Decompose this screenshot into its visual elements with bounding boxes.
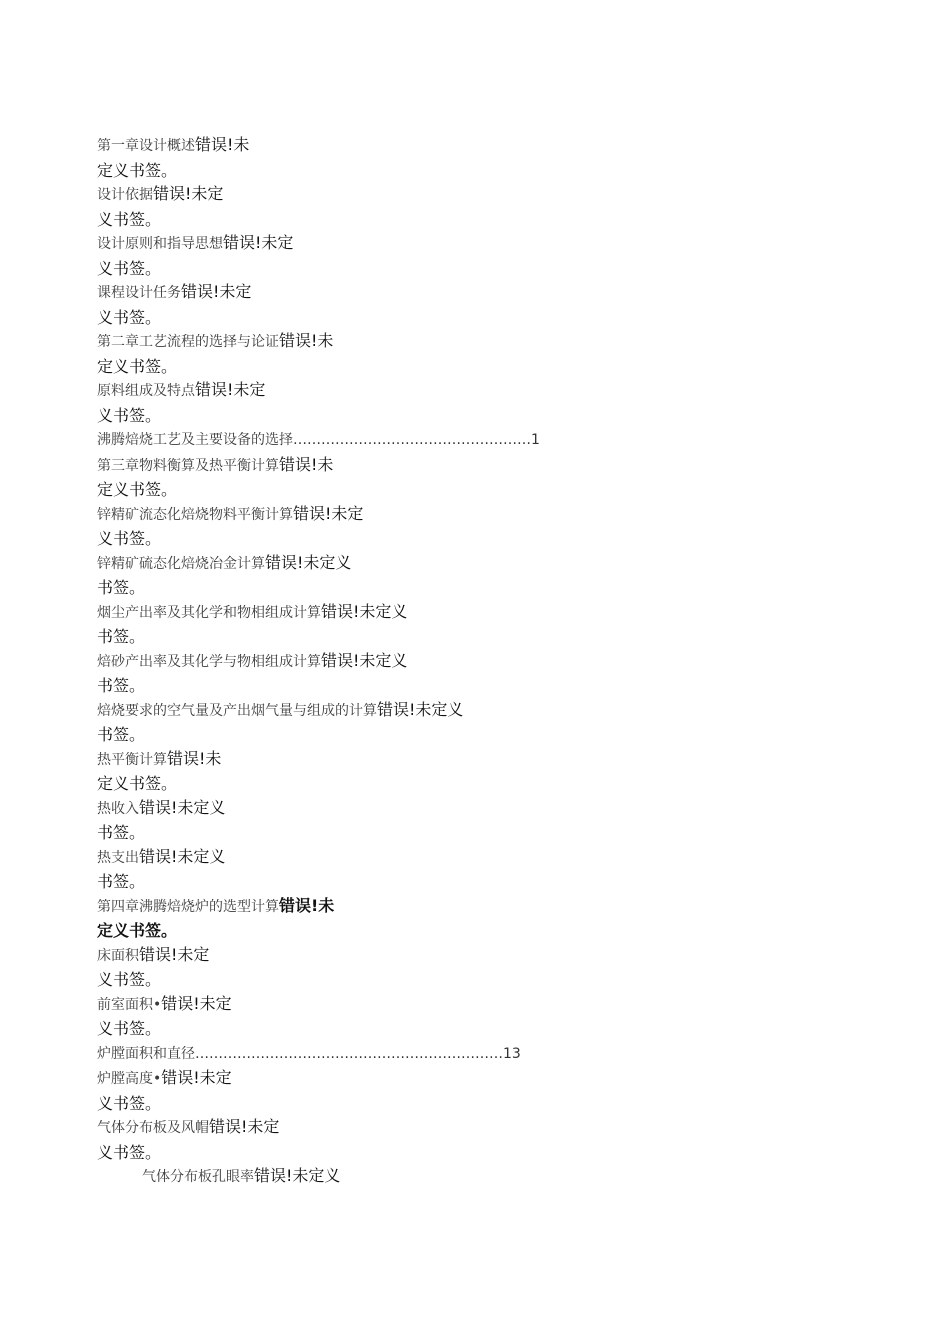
toc-entry-line bbox=[97, 1041, 637, 1067]
toc-bookmark-error-continued: 义书签。 bbox=[97, 1019, 162, 1038]
toc-entry-line bbox=[97, 943, 637, 969]
toc-entry-title: 原料组成及特点 bbox=[97, 383, 195, 399]
toc-entry-title: 热平衡计算 bbox=[97, 751, 167, 768]
toc-bookmark-error-continued: 义书签。 bbox=[97, 405, 162, 425]
toc-entry[interactable] bbox=[97, 427, 637, 453]
toc-entry[interactable] bbox=[97, 894, 637, 943]
toc-entry-title: 锌精矿流态化焙烧物料平衡计算 bbox=[97, 506, 293, 523]
toc-bookmark-error: 错误!未 bbox=[195, 135, 250, 154]
toc-entry[interactable] bbox=[97, 1115, 637, 1164]
toc-entry-title: 沸腾焙烧工艺及主要设备的选择 bbox=[97, 432, 293, 448]
toc-dot-leader: …………………………………………… bbox=[293, 432, 531, 448]
toc-bookmark-error: 错误!未定义 bbox=[321, 601, 408, 621]
toc-entry[interactable] bbox=[97, 649, 637, 698]
toc-bookmark-error: 错误!未定义 bbox=[254, 1166, 341, 1185]
toc-entry-line bbox=[97, 894, 637, 920]
toc-entry-line bbox=[97, 378, 637, 404]
toc-entry-title: 锌精矿硫态化焙烧冶金计算 bbox=[97, 555, 265, 572]
toc-entry[interactable] bbox=[97, 943, 637, 992]
toc-bookmark-error-continued: 定义书签。 bbox=[97, 356, 178, 376]
toc-entry-line bbox=[97, 280, 637, 306]
toc-bookmark-error: 错误!未定义 bbox=[139, 846, 226, 866]
toc-entry[interactable] bbox=[97, 133, 637, 182]
toc-bookmark-error-continued: 书签。 bbox=[97, 872, 146, 891]
toc-bookmark-error-continued: 定义书签。 bbox=[97, 480, 178, 499]
toc-entry-title: 炉膛面积和直径 bbox=[97, 1045, 195, 1062]
toc-bookmark-error: 错误!未定 bbox=[293, 503, 364, 523]
toc-bookmark-error-continued: 书签。 bbox=[97, 627, 146, 646]
toc-entry-line bbox=[97, 329, 637, 355]
toc-bookmark-error-continued: 义书签。 bbox=[97, 307, 162, 327]
toc-entry[interactable] bbox=[97, 992, 637, 1041]
toc-bookmark-error: 错误!未定 bbox=[153, 184, 224, 203]
toc-entry-title: 前室面积• bbox=[97, 996, 162, 1013]
toc-entry-line bbox=[97, 133, 637, 159]
toc-entry-line bbox=[97, 427, 637, 453]
toc-entry[interactable] bbox=[97, 453, 637, 502]
toc-entry-line bbox=[97, 231, 637, 257]
toc-dot-leader: ………………………………………………………… bbox=[195, 1045, 503, 1062]
toc-entry-line bbox=[97, 649, 637, 675]
toc-bookmark-error-continued: 义书签。 bbox=[97, 209, 162, 229]
toc-entry[interactable] bbox=[97, 329, 637, 378]
toc-entry-line bbox=[97, 796, 637, 822]
toc-bookmark-error: 错误!未定 bbox=[195, 380, 266, 399]
toc-entry[interactable] bbox=[97, 796, 637, 845]
toc-entry-title: 焙砂产出率及其化学与物相组成计算 bbox=[97, 653, 321, 670]
toc-entry-title: 第三章物料衡算及热平衡计算 bbox=[97, 457, 279, 474]
toc-entry-line bbox=[97, 502, 637, 528]
toc-entry[interactable] bbox=[97, 845, 637, 894]
toc-entry[interactable] bbox=[97, 747, 637, 796]
toc-entry[interactable] bbox=[97, 231, 637, 280]
toc-entry-title: 烟尘产出率及其化学和物相组成计算 bbox=[97, 604, 321, 621]
toc-entry[interactable] bbox=[97, 1164, 637, 1190]
toc-bookmark-error-continued: 书签。 bbox=[97, 823, 146, 842]
toc-entry-title: 热支出 bbox=[97, 849, 139, 866]
toc-entry-title: 气体分布板孔眼率 bbox=[142, 1169, 254, 1185]
toc-bookmark-error: 错误!未定 bbox=[161, 1068, 232, 1087]
toc-entry-title: 焙烧要求的空气量及产出烟气量与组成的计算 bbox=[97, 702, 377, 719]
toc-bookmark-error-continued: 书签。 bbox=[97, 676, 146, 695]
toc-bookmark-error: 错误!未定 bbox=[161, 993, 232, 1013]
toc-entry[interactable] bbox=[97, 1041, 637, 1067]
toc-bookmark-error-continued: 义书签。 bbox=[97, 258, 162, 278]
toc-entry-line bbox=[97, 992, 637, 1018]
toc-entry-title: 设计原则和指导思想 bbox=[97, 236, 223, 252]
toc-bookmark-error-continued: 义书签。 bbox=[97, 970, 162, 989]
toc-entry[interactable] bbox=[97, 600, 637, 649]
toc-entry-title: 气体分布板及风帽 bbox=[97, 1120, 209, 1136]
toc-entry-line bbox=[97, 600, 637, 626]
toc-bookmark-error: 错误!未定 bbox=[139, 944, 210, 964]
toc-bookmark-error-continued: 义书签。 bbox=[97, 1142, 162, 1162]
toc-entry-line bbox=[97, 453, 637, 479]
toc-entry-title: 设计依据 bbox=[97, 187, 153, 203]
toc-entry[interactable] bbox=[97, 182, 637, 231]
toc-entry-title: 床面积 bbox=[97, 947, 139, 964]
toc-entry-line bbox=[97, 1066, 637, 1092]
toc-bookmark-error-continued: 义书签。 bbox=[97, 1093, 162, 1113]
toc-bookmark-error: 错误!未 bbox=[279, 895, 335, 915]
toc-bookmark-error-continued: 定义书签。 bbox=[97, 774, 178, 793]
toc-bookmark-error: 错误!未 bbox=[167, 748, 222, 768]
toc-entry-title: 第二章工艺流程的选择与论证 bbox=[97, 334, 279, 350]
toc-bookmark-error: 错误!未定 bbox=[209, 1117, 280, 1136]
toc-bookmark-error-continued: 定义书签。 bbox=[97, 160, 178, 180]
toc-entry-title: 热收入 bbox=[97, 800, 139, 817]
toc-bookmark-error: 错误!未定 bbox=[181, 282, 252, 301]
toc-bookmark-error-continued: 书签。 bbox=[97, 725, 146, 744]
toc-bookmark-error: 错误!未 bbox=[279, 331, 334, 350]
toc-entry[interactable] bbox=[97, 551, 637, 600]
toc-bookmark-error: 错误!未定义 bbox=[139, 797, 226, 817]
toc-entry[interactable] bbox=[97, 1066, 637, 1115]
toc-entry-line bbox=[97, 698, 637, 724]
toc-entry[interactable] bbox=[97, 698, 637, 747]
toc-entry-line bbox=[97, 1164, 637, 1190]
toc-entry[interactable] bbox=[97, 280, 637, 329]
toc-entry-line bbox=[97, 747, 637, 773]
toc-page-number: 1 bbox=[531, 432, 540, 448]
toc-bookmark-error-continued: 定义书签。 bbox=[97, 921, 178, 940]
toc-entry-title: 第四章沸腾焙烧炉的选型计算 bbox=[97, 898, 279, 915]
toc-bookmark-error: 错误!未定义 bbox=[321, 650, 408, 670]
toc-entry-line bbox=[97, 551, 637, 577]
toc-entry[interactable] bbox=[97, 378, 637, 427]
table-of-contents bbox=[97, 133, 637, 1190]
toc-entry-line bbox=[97, 1115, 637, 1141]
toc-entry-title: 炉膛高度• bbox=[97, 1071, 162, 1087]
toc-bookmark-error: 错误!未定义 bbox=[377, 699, 464, 719]
toc-bookmark-error-continued: 书签。 bbox=[97, 578, 146, 597]
toc-entry-line bbox=[97, 845, 637, 871]
toc-page-number: 13 bbox=[503, 1045, 521, 1062]
toc-entry-title: 第一章设计概述 bbox=[97, 138, 195, 154]
toc-entry-title: 课程设计任务 bbox=[97, 285, 181, 301]
toc-entry[interactable] bbox=[97, 502, 637, 551]
toc-bookmark-error: 错误!未 bbox=[279, 454, 334, 474]
toc-bookmark-error: 错误!未定 bbox=[223, 233, 294, 252]
toc-entry-line bbox=[97, 182, 637, 208]
toc-bookmark-error: 错误!未定义 bbox=[265, 552, 352, 572]
toc-bookmark-error-continued: 义书签。 bbox=[97, 529, 162, 548]
